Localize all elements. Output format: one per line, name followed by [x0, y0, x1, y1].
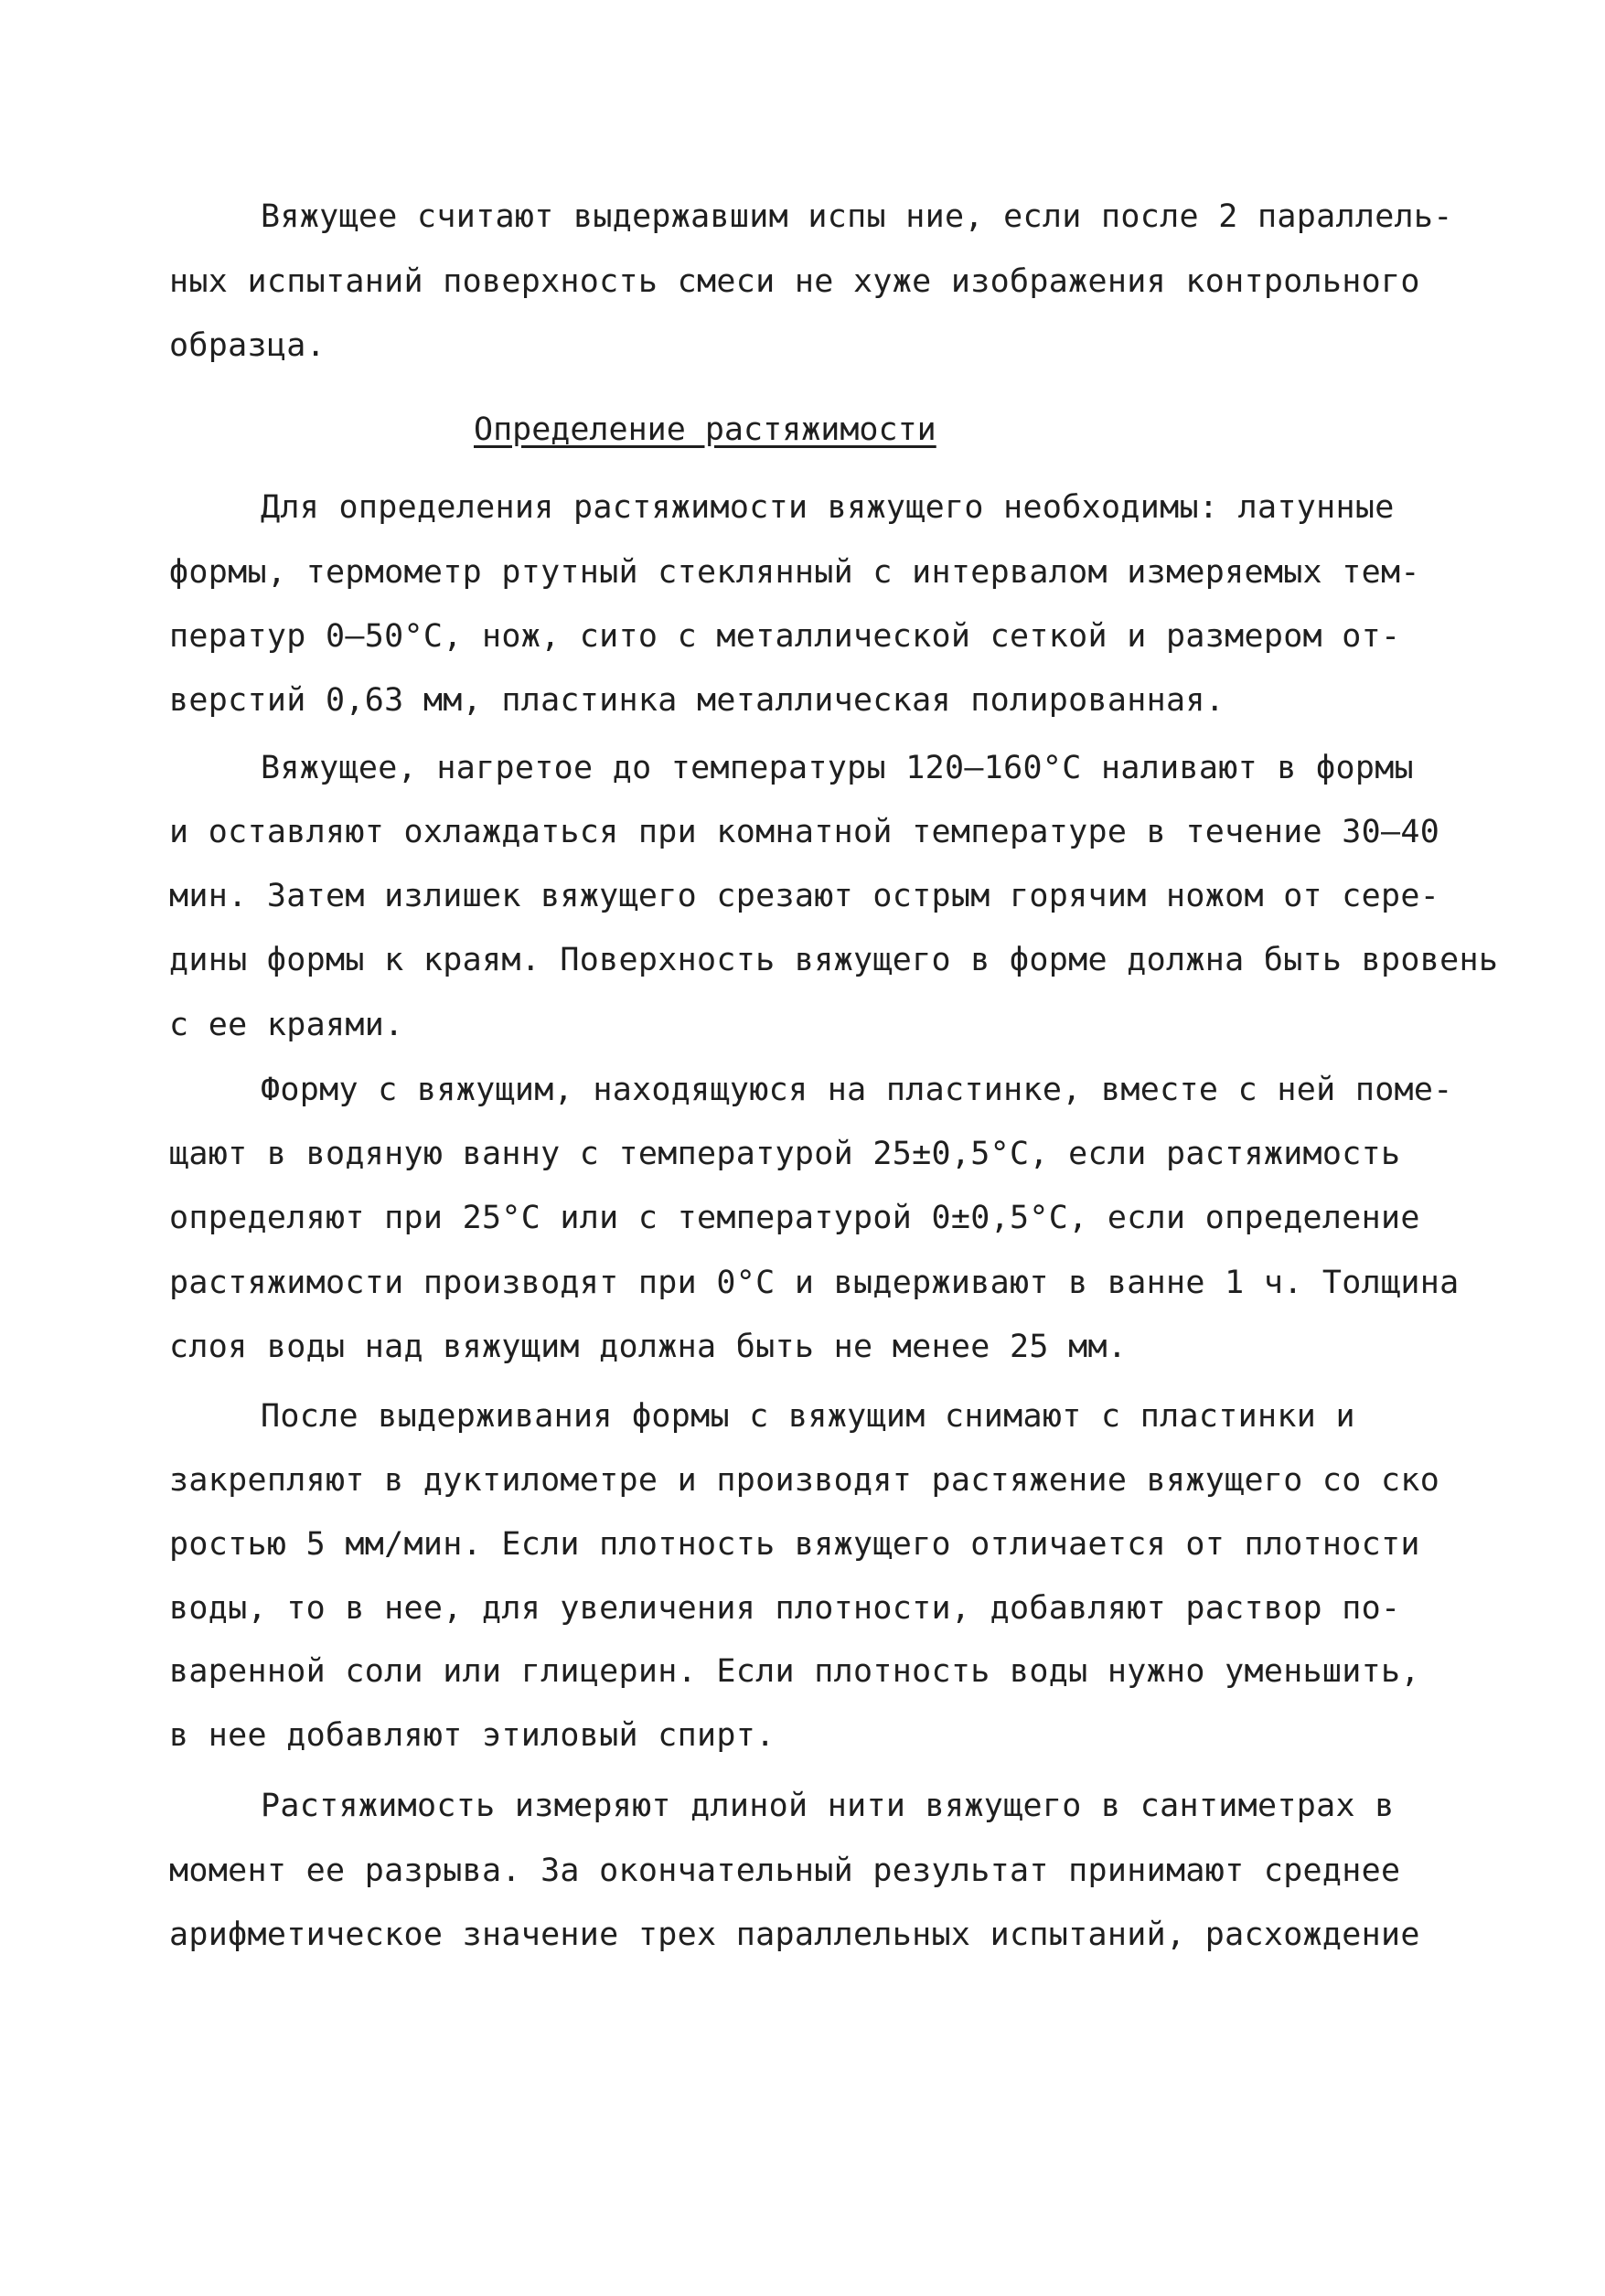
- text-line: мин. Затем излишек вяжущего срезают острым горячим ножом от сере-: [169, 878, 1440, 914]
- text-line: верстий 0,63 мм, пластинка металлическая полированная.: [169, 682, 1225, 719]
- section-heading: Определение растяжимости: [474, 411, 936, 448]
- text-line: Форму с вяжущим, находящуюся на пластинке, вместе с ней поме-: [261, 1072, 1453, 1108]
- text-line: слоя воды над вяжущим должна быть не менее 25 мм.: [169, 1329, 1128, 1365]
- text-line: Растяжимость измеряют длиной нити вяжущего в сантиметрах в: [261, 1788, 1395, 1824]
- text-line: ных испытаний поверхность смеси не хуже изображения контрольного: [169, 263, 1420, 300]
- text-line: варенной соли или глицерин. Если плотность воды нужно уменьшить,: [169, 1653, 1420, 1690]
- text-line: После выдерживания формы с вяжущим снимают с пластинки и: [261, 1398, 1355, 1435]
- text-line: арифметическое значение трех параллельных испытаний, расхождение: [169, 1917, 1420, 1953]
- text-line: момент ее разрыва. За окончательный результат принимают среднее: [169, 1853, 1401, 1889]
- text-line: щают в водяную ванну с температурой 25±0,5°С, если растяжимость: [169, 1136, 1401, 1172]
- text-line: ростью 5 мм/мин. Если плотность вяжущего отличается от плотности: [169, 1526, 1420, 1563]
- text-line: Вяжущее считают выдержавшим испы ние, если после 2 параллель-: [261, 198, 1453, 235]
- text-line: закрепляют в дуктилометре и производят растяжение вяжущего со ско: [169, 1462, 1440, 1499]
- text-line: и оставляют охлаждаться при комнатной температуре в течение 30–40: [169, 814, 1440, 850]
- text-line: растяжимости производят при 0°С и выдерживают в ванне 1 ч. Толщина: [169, 1265, 1460, 1301]
- text-line: определяют при 25°С или с температурой 0±0,5°С, если определение: [169, 1200, 1420, 1236]
- text-line: образца.: [169, 327, 326, 364]
- text-line: в нее добавляют этиловый спирт.: [169, 1717, 776, 1754]
- text-line: формы, термометр ртутный стеклянный с интервалом измеряемых тем-: [169, 554, 1420, 591]
- text-line: с ее краями.: [169, 1007, 404, 1043]
- text-line: дины формы к краям. Поверхность вяжущего в форме должна быть вровень: [169, 942, 1499, 978]
- text-line: воды, то в нее, для увеличения плотности, добавляют раствор по-: [169, 1590, 1401, 1627]
- text-line: Для определения растяжимости вяжущего необходимы: латунные: [261, 489, 1395, 526]
- text-line: Вяжущее, нагретое до температуры 120–160°С наливают в формы: [261, 750, 1414, 786]
- text-line: ператур 0–50°С, нож, сито с металлической сеткой и размером от-: [169, 618, 1401, 655]
